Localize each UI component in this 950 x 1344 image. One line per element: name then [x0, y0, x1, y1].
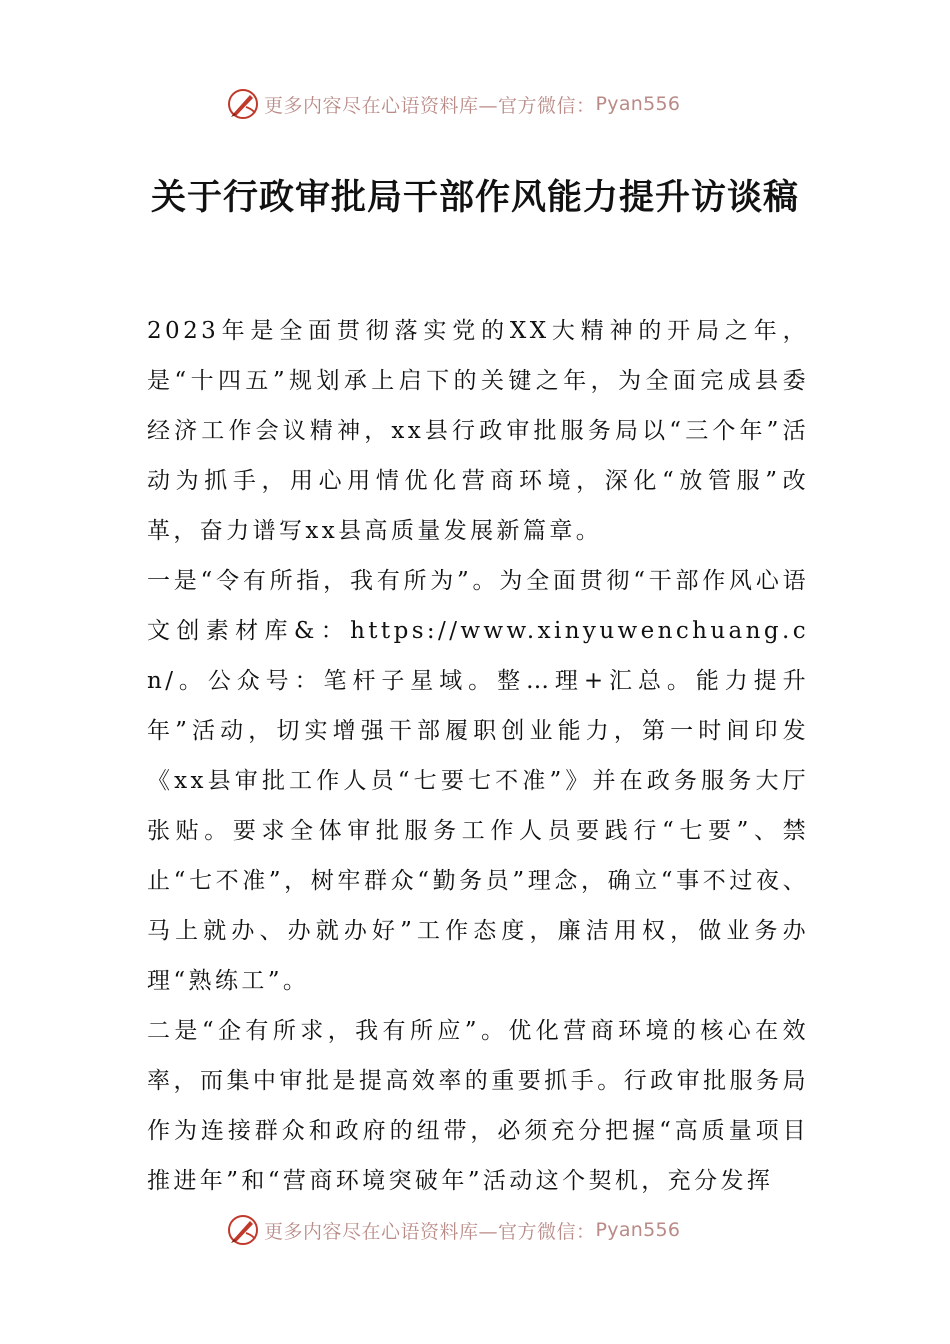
banner-text: 更多内容尽在心语资料库—官方微信： [264, 94, 596, 117]
document-body [147, 306, 809, 1206]
body-paragraph-3: 二是“企有所求，我有所应”。优化营商环境的核心在效率，而集中审批是提高效率的重要抓手。行政审批服务局作为连接群众和政府的纽带，必须充分把握“高质量项目推进年”和“营商环境突破年”活动这个契机，充分发挥 [147, 1018, 809, 1194]
document-title: 关于行政审批局干部作风能力提升访谈稿 [150, 178, 799, 218]
pen-circle-logo-icon [226, 1213, 260, 1247]
header-banner [226, 84, 680, 124]
banner-wechat-id: Pyan556 [595, 1219, 681, 1241]
body-paragraph-1: 2023年是全面贯彻落实党的XX大精神的开局之年，是“十四五”规划承上启下的关键之年，为全面完成县委经济工作会议精神，xx县行政审批服务局以“三个年”活动为抓手，用心用情优化营商环境，深化“放管服”改革，奋力谱写xx县高质量发展新篇章。 [147, 318, 809, 544]
banner-text: 更多内容尽在心语资料库—官方微信： [264, 1220, 596, 1243]
footer-banner [226, 1210, 680, 1250]
body-paragraph-2: 一是“令有所指，我有所为”。为全面贯彻“干部作风心语文创素材库&：https://www.xinyuwenchuang.cn/。公众号：笔杆子星域。整…理+汇总。能力提升年”活动，切实增强干部履职创业能力，第一时间印发《xx县审批工作人员“七要七不准”》并在政务服务大厅张贴。要求全体审批服务工作人员要践行“七要”、禁止“七不准”，树牢群众“勤务员”理念，确立“事不过夜、马上就办、办就办好”工作态度，廉洁用权，做业务办理“熟练工”。 [147, 568, 809, 994]
pen-circle-logo-icon [226, 87, 260, 121]
banner-wechat-id: Pyan556 [595, 93, 681, 115]
